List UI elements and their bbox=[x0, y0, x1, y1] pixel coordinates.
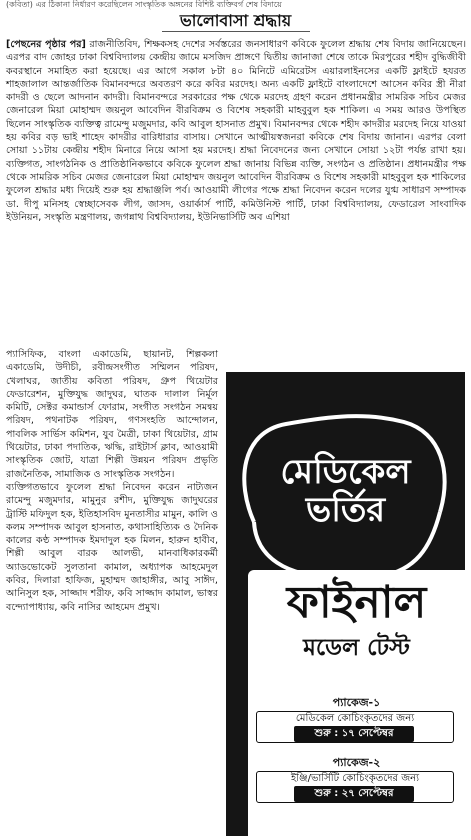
ad-title-final: ফাইনাল bbox=[286, 577, 427, 628]
article-body-text: রাজনীতিবিদ, শিক্ষকসহ দেশের সর্বস্তরের জনসাধারণ কবিকে ফুলেল শ্রদ্ধায় শেষ বিদায় জানিয়েছেন। এরপর বাদ জোহর ঢাকা বিশ্ববিদ্যালয় কেন্দ্রীয় জামে মসজিদ প্রাঙ্গণে দ্বিতীয় জানাজা শেষে তাকে মিরপুরের শহীদ বুদ্ধিজীবী কবরস্থানে সমাহিত করা হয়েছে। এর আগে সকাল ৮টা ৪০ মিনিটে এমিরেটস এয়ারলাইনসের একটি ফ্লাইটে হযরত শাহজালাল আন্তর্জাতিক বিমানবন্দরে অবতরণ করে কবির মরদেহ। অন্য একটি ফ্লাইটে বাংলাদেশে আসেন কবির স্ত্রী নীরা কাদরী ও ছেলে আদনান কাদরী। বিমানবন্দরে সরকারের পক্ষ থেকে মরদেহ গ্রহণ করেন প্রধানমন্ত্রীর সামরিক সচিব মেজর জেনারেল মিয়া মোহাম্মদ জয়নুল আবেদিন বীরবিক্রম ও বিশেষ সহকারী মাহবুবুল হক শাকিল। এ সময় আরও উপস্থিত ছিলেন সাংস্কৃতিক ব্যক্তিত্ব রামেন্দু মজুমদার, কবি আবুল হাসনাত প্রমুখ। বিমানবন্দর থেকে শহীদ কাদরীর মরদেহ নিয়ে যাওয়া হয় কবির বড় ভাই শাহেদ কাদরীর বারিধারার বাসায়। সেখানে আত্মীয়স্বজনরা কবিকে শেষ বিদায় জানান। এরপর বেলা সোয়া ১১টায় কেন্দ্রীয় শহীদ মিনারে নিয়ে আসা হয় মরদেহ। শ্রদ্ধা নিবেদনের জন্য সেখানে সোয়া ১২টা পর্যন্ত রাখা হয়। ব্যক্তিগত, সাংগঠনিক ও প্রাতিষ্ঠানিকভাবে কবিকে ফুলেল শ্রদ্ধা জানায় বিভিন্ন ব্যক্তি, সংগঠন ও প্রতিষ্ঠান। প্রধানমন্ত্রীর পক্ষ থেকে সামরিক সচিব মেজর জেনারেল মিয়া মোহাম্মদ জয়নুল আবেদিন বীরবিক্রম ও বিশেষ সহকারী মাহবুবুল হক শাকিলের ফুলেল শ্রদ্ধার মধ্য দিয়েই শুরু হয় শ্রদ্ধাঞ্জলি পর্ব। আওয়ামী লীগের পক্ষে শ্রদ্ধা নিবেদন করেন দলের যুগ্ম সাধারণ সম্পাদক ডা. দীপু মনিসহ স্বেচ্ছাসেবক লীগ, জাসদ, ওয়ার্কার্স পার্টি, কমিউনিস্ট পার্টি, ঢাকা বিশ্ববিদ্যালয়, ফেডারেল সাংবাদিক ইউনিয়ন, সংস্কৃতি মন্ত্রণালয়, জগন্নাথ বিশ্ববিদ্যালয়, ইউনিভার্সিটি অব এশিয়া bbox=[6, 39, 466, 223]
package-2-desc: ইঞ্জি/ভার্সিটি কোচিংকৃতদের জন্য bbox=[290, 773, 420, 784]
package-1-desc: মেডিকেল কোচিংকৃতদের জন্য bbox=[295, 713, 415, 724]
top-cutoff-text: (কবিতা) এর ঠিকানা নির্ধারণ করেছিলেন সাংস্কৃতিক অঙ্গনের বিশিষ্ট ব্যক্তিবর্গ শেষ বিদায়ে bbox=[6, 0, 282, 9]
article-body bbox=[6, 38, 466, 224]
ad-line-medical: মেডিকেল bbox=[280, 452, 411, 492]
advertisement bbox=[226, 372, 465, 836]
article-left-column: প্যাসিফিক, বাংলা একাডেমি, ছায়ানট, শিল্পকলা একাডেমি, উদীচী, রবীন্দ্রসংগীত সম্মিলন পরিষদ, খেলাঘর, জাতীয় কবিতা পরিষদ, গ্রুপ থিয়েটার ফেডারেশন, মুক্তিযুদ্ধ জাদুঘর, ঘাতক দালাল নির্মূল কমিটি, সেক্টর কমান্ডার্স ফোরাম, সংগীত সংগঠন সমন্বয় পরিষদ, পথনাটক পরিষদ, গণসংহতি আন্দোলন, পাবলিক সার্ভিস কমিশন, যুব মৈত্রী, ঢাকা থিয়েটার, গ্রাম থিয়েটার, ঢাকা পদাতিক, ঋদ্ধি, রাইটার্স ক্লাব, আওয়ামী সাংস্কৃতিক জোট, যাত্রা শিল্পী উন্নয়ন পরিষদ প্রভৃতি রাজনৈতিক, সামাজিক ও সাংস্কৃতিক সংগঠন। ব্যক্তিগতভাবে ফুলেল শ্রদ্ধা নিবেদন করেন নাট্যজন রামেন্দু মজুমদার, মামুনুর রশীদ, মুক্তিযুদ্ধ জাদুঘরের ট্রাস্টি মফিদুল হক, ইতিহাসবিদ মুনতাসীর মামুন, কালি ও কলম সম্পাদক আবুল হাসনাত, কথাসাহিত্যিক ও দৈনিক কালের কণ্ঠ সম্পাদক ইমদাদুল হক মিলন, হারুন হাবীব, শিল্পী আবুল বারক আলভী, মানবাধিকারকর্মী অ্যাডভোকেট সুলতানা কামাল, অধ্যাপক আহমেদুল কবির, দিলারা হাফিজ, মুহাম্মদ জাহাঙ্গীর, আবু সাঈদ, আনিসুল হক, সাজ্জাদ শরীফ, কবি সাজ্জাদ কামাল, ভাস্বর বন্দ্যোপাধ্যায়, কবি নাসির আহমেদ প্রমুখ। bbox=[6, 349, 218, 613]
headline-underline bbox=[162, 31, 310, 32]
ad-line-admission: ভর্তির bbox=[305, 490, 386, 530]
package-1-title: প্যাকেজ-১ bbox=[332, 696, 381, 709]
continued-tag: [পেছনের পৃষ্ঠার পর] bbox=[6, 39, 86, 50]
package-1-start-date: শুরু : ১৭ সেপ্টেম্বর bbox=[294, 726, 414, 742]
package-2-start-date: শুরু : ২৭ সেপ্টেম্বর bbox=[294, 786, 414, 802]
ad-title-model-test: মডেল টেস্ট bbox=[303, 635, 410, 661]
article-headline: ভালোবাসা শ্রদ্ধায় bbox=[179, 11, 292, 30]
package-2-title: প্যাকেজ-২ bbox=[332, 756, 381, 769]
